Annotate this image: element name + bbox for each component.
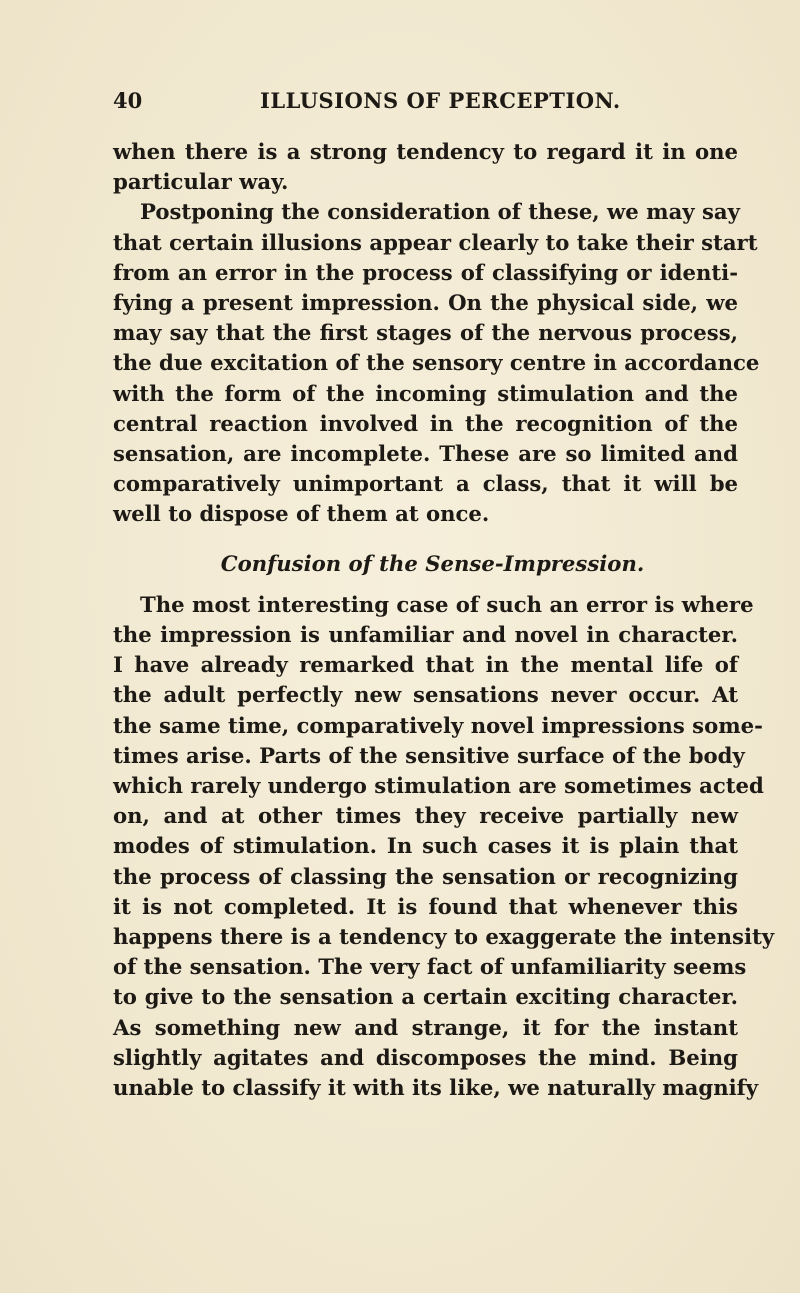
text-line: times arise. Parts of the sensitive surface of the body xyxy=(113,742,745,768)
body-text xyxy=(113,137,775,1103)
text-line: particular way. xyxy=(113,169,289,195)
text-line: when there is a strong tendency to regard it in one xyxy=(113,139,738,164)
text-line: on, and at other times they receive partially new xyxy=(113,803,738,829)
section-heading: Confusion of the Sense-Impression. xyxy=(220,550,645,576)
text-line: may say that the first stages of the nervous process, xyxy=(113,320,738,346)
text-line: with the form of the incoming stimulation and the xyxy=(113,380,738,406)
text-line: the process of classing the sensation or recognizing xyxy=(113,863,738,889)
text-line: modes of stimulation. In such cases it is plain that xyxy=(113,833,738,859)
text-line: the due excitation of the sensory centre in accordance xyxy=(113,350,760,376)
text-line: central reaction involved in the recognition of the xyxy=(113,410,738,436)
text-line: happens there is a tendency to exaggerate the intensity xyxy=(113,924,775,950)
text-line: that certain illusions appear clearly to take their start xyxy=(113,229,758,255)
text-line: The most interesting case of such an error is where xyxy=(140,591,754,617)
text-line: the adult perfectly new sensations never occur. At xyxy=(113,682,738,708)
page-header xyxy=(113,88,738,120)
page-number: 40 xyxy=(113,88,143,113)
text-line: comparatively unimportant a class, that it will be xyxy=(113,471,738,497)
text-line: fying a present impression. On the physical side, we xyxy=(113,290,738,316)
text-line: I have already remarked that in the mental life of xyxy=(113,652,738,678)
text-line: Postponing the consideration of these, we may say xyxy=(140,199,740,225)
running-title: ILLUSIONS OF PERCEPTION. xyxy=(260,88,621,113)
text-line: the same time, comparatively novel impressions some- xyxy=(113,712,763,738)
text-line: it is not completed. It is found that whenever this xyxy=(113,893,738,919)
text-line: to give to the sensation a certain exciting character. xyxy=(113,984,738,1010)
text-line: As something new and strange, it for the instant xyxy=(113,1014,738,1040)
text-line: slightly agitates and discomposes the mind. Being xyxy=(113,1044,738,1070)
text-line: from an error in the process of classifying or identi- xyxy=(113,259,738,285)
text-line: sensation, are incomplete. These are so limited and xyxy=(113,441,738,467)
text-line: unable to classify it with its like, we naturally magnify xyxy=(113,1075,759,1101)
text-line: which rarely undergo stimulation are sometimes acted xyxy=(113,773,764,799)
text-line: the impression is unfamiliar and novel in character. xyxy=(113,622,738,648)
text-line: of the sensation. The very fact of unfamiliarity seems xyxy=(113,954,747,980)
text-line: well to dispose of them at once. xyxy=(113,501,490,527)
